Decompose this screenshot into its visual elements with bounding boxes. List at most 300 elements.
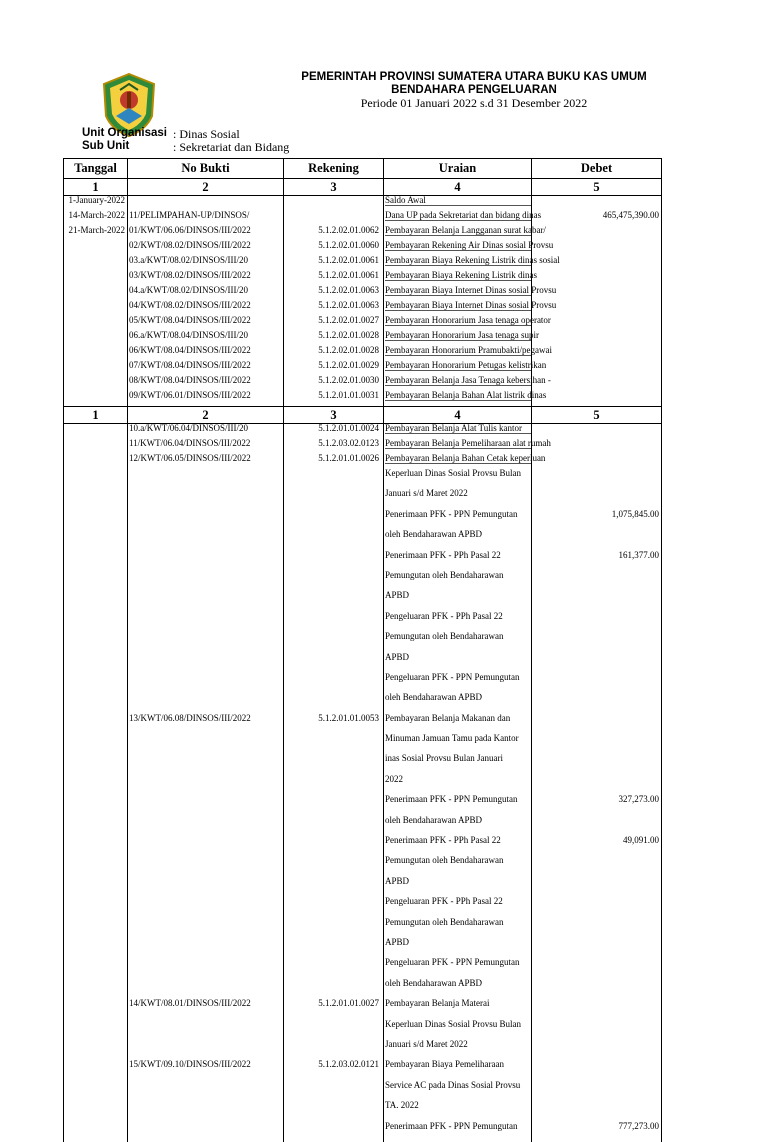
cell-no-bukti	[128, 979, 284, 999]
cell-no-bukti: 12/KWT/06.05/DINSOS/III/2022	[128, 454, 284, 469]
table-row	[64, 918, 662, 938]
cell-tanggal	[64, 856, 128, 876]
cell-uraian-text: Pembayaran Honorarium Jasa tenaga supir	[385, 330, 539, 340]
cell-no-bukti	[128, 693, 284, 713]
cell-no-bukti: 04/KWT/08.02/DINSOS/III/2022	[128, 301, 284, 316]
cell-tanggal	[64, 530, 128, 550]
cell-tanggal	[64, 361, 128, 376]
cell-rekening: 5.1.2.02.01.0063	[284, 301, 384, 316]
cell-tanggal	[64, 1020, 128, 1040]
cell-tanggal	[64, 795, 128, 815]
cell-uraian: Pemungutan oleh Bendaharawan	[384, 632, 532, 652]
cell-no-bukti: 08/KWT/08.04/DINSOS/III/2022	[128, 376, 284, 391]
cell-uraian-text: Pembayaran Honorarium Jasa tenaga operator	[385, 315, 551, 325]
cell-tanggal	[64, 286, 128, 301]
table-row	[64, 226, 662, 241]
cell-no-bukti: 01/KWT/06.06/DINSOS/III/2022	[128, 226, 284, 241]
cell-tanggal	[64, 316, 128, 331]
cell-uraian	[384, 330, 539, 346]
cell-uraian: Pembayaran Belanja Makanan dan	[384, 714, 532, 734]
cell-uraian	[384, 300, 557, 316]
table-row	[64, 653, 662, 673]
cell-uraian: TA. 2022	[384, 1101, 532, 1121]
table-row	[64, 877, 662, 897]
cell-debet	[532, 1040, 662, 1060]
cell-debet	[532, 571, 662, 591]
cell-tanggal	[64, 897, 128, 917]
column-number: 2	[128, 179, 284, 196]
cell-tanggal	[64, 376, 128, 391]
table-row	[64, 999, 662, 1019]
cell-uraian-text: Pembayaran Belanja Bahan Cetak keperluan	[385, 453, 546, 463]
cell-debet	[532, 271, 662, 286]
cell-uraian: inas Sosial Provsu Bulan Januari	[384, 754, 532, 774]
sub-unit-label: Sub Unit	[82, 140, 130, 152]
cell-uraian: 2022	[384, 775, 532, 795]
col-header-rekening: Rekening	[284, 159, 384, 179]
cell-debet	[532, 1020, 662, 1040]
cell-uraian	[384, 438, 551, 454]
cell-no-bukti	[128, 795, 284, 815]
cell-uraian: Penerimaan PFK - PPN Pemungutan	[384, 510, 532, 530]
column-number: 4	[384, 407, 532, 424]
cell-rekening: 5.1.2.01.01.0026	[284, 454, 384, 469]
table-row	[64, 1020, 662, 1040]
table-row	[64, 530, 662, 550]
cell-rekening: 5.1.2.01.01.0027	[284, 999, 384, 1019]
table-row	[64, 775, 662, 795]
sub-unit-value: : Sekretariat dan Bidang	[173, 140, 290, 154]
cell-uraian-text: Pembayaran Belanja Bahan Alat listrik dinas	[385, 390, 547, 400]
table-row	[64, 938, 662, 958]
cell-no-bukti: 10.a/KWT/06.04/DINSOS/III/20	[128, 424, 284, 440]
cell-tanggal	[64, 979, 128, 999]
cell-no-bukti: 13/KWT/06.08/DINSOS/III/2022	[128, 714, 284, 734]
cell-debet	[532, 454, 662, 469]
cell-debet	[532, 1060, 662, 1080]
cell-no-bukti: 04.a/KWT/08.02/DINSOS/III/20	[128, 286, 284, 301]
cell-debet	[532, 489, 662, 509]
unit-organisasi-label: Unit Organisasi	[82, 127, 167, 139]
cell-tanggal	[64, 346, 128, 361]
kas-umum-table	[63, 158, 662, 1142]
cell-rekening: 5.1.2.02.01.0028	[284, 331, 384, 346]
table-row	[64, 469, 662, 489]
table-row	[64, 571, 662, 591]
cell-no-bukti: 09/KWT/06.01/DINSOS/III/2022	[128, 391, 284, 407]
cell-debet	[532, 816, 662, 836]
cell-uraian: Keperluan Dinas Sosial Provsu Bulan	[384, 1020, 532, 1040]
cell-uraian: Pengeluaran PFK - PPN Pemungutan	[384, 958, 532, 978]
table-row	[64, 316, 662, 331]
cell-tanggal	[64, 1122, 128, 1142]
cell-no-bukti	[128, 510, 284, 530]
cell-rekening: 5.1.2.02.01.0028	[284, 346, 384, 361]
cell-uraian: Pemungutan oleh Bendaharawan	[384, 918, 532, 938]
table-row	[64, 361, 662, 376]
table-row	[64, 271, 662, 286]
cell-tanggal: 14-March-2022	[64, 211, 128, 226]
cell-tanggal	[64, 439, 128, 454]
cell-debet: 777,273.00	[532, 1122, 662, 1142]
column-number-row	[64, 179, 662, 196]
cell-debet: 465,475,390.00	[532, 211, 662, 226]
cell-uraian: APBD	[384, 938, 532, 958]
cell-tanggal	[64, 301, 128, 316]
table-row	[64, 391, 662, 407]
table-row	[64, 286, 662, 301]
cell-uraian	[384, 270, 537, 286]
cell-no-bukti: 03/KWT/08.02/DINSOS/III/2022	[128, 271, 284, 286]
cell-no-bukti	[128, 591, 284, 611]
cell-uraian	[384, 390, 547, 407]
cell-no-bukti	[128, 1081, 284, 1101]
table-row	[64, 612, 662, 632]
cell-rekening	[284, 856, 384, 876]
cell-debet	[532, 331, 662, 346]
cell-uraian-text: Pembayaran Belanja Jasa Tenaga kebersihan -	[385, 375, 551, 385]
cell-rekening	[284, 632, 384, 652]
cell-tanggal	[64, 754, 128, 774]
cell-rekening	[284, 1081, 384, 1101]
cell-no-bukti	[128, 469, 284, 489]
cell-debet	[532, 734, 662, 754]
cell-uraian-text: Pembayaran Rekening Air Dinas sosial Provsu	[385, 240, 554, 250]
cell-rekening	[284, 653, 384, 673]
cell-uraian: Pemungutan oleh Bendaharawan	[384, 856, 532, 876]
cell-debet	[532, 999, 662, 1019]
cell-debet	[532, 958, 662, 978]
column-number: 5	[532, 407, 662, 424]
cell-uraian	[384, 196, 532, 212]
cell-uraian	[384, 360, 547, 376]
cell-rekening	[284, 510, 384, 530]
cell-no-bukti	[128, 856, 284, 876]
cell-uraian	[384, 210, 542, 226]
cell-uraian-text: Pembayaran Biaya Internet Dinas sosial Provsu	[385, 300, 557, 310]
table-row	[64, 591, 662, 611]
cell-no-bukti: 14/KWT/08.01/DINSOS/III/2022	[128, 999, 284, 1019]
cell-no-bukti	[128, 612, 284, 632]
cell-tanggal	[64, 877, 128, 897]
cell-no-bukti: 11/PELIMPAHAN-UP/DINSOS/	[128, 211, 284, 226]
cell-uraian: APBD	[384, 591, 532, 611]
cell-no-bukti	[128, 653, 284, 673]
cell-no-bukti	[128, 897, 284, 917]
cell-no-bukti	[128, 632, 284, 652]
cell-rekening	[284, 958, 384, 978]
table-row	[64, 836, 662, 856]
cell-rekening: 5.1.2.01.01.0031	[284, 391, 384, 407]
cell-tanggal	[64, 424, 128, 440]
table-row	[64, 346, 662, 361]
table-row	[64, 489, 662, 509]
cell-rekening	[284, 795, 384, 815]
cell-debet	[532, 1081, 662, 1101]
cell-uraian: oleh Bendaharawan APBD	[384, 693, 532, 713]
cell-tanggal	[64, 391, 128, 407]
table-row	[64, 196, 662, 212]
cell-tanggal	[64, 632, 128, 652]
table-row	[64, 693, 662, 713]
cell-debet	[532, 754, 662, 774]
cell-tanggal	[64, 693, 128, 713]
table-row	[64, 734, 662, 754]
cell-rekening: 5.1.2.02.01.0029	[284, 361, 384, 376]
cell-uraian: Pengeluaran PFK - PPN Pemungutan	[384, 673, 532, 693]
cell-uraian: oleh Bendaharawan APBD	[384, 979, 532, 999]
cell-no-bukti	[128, 877, 284, 897]
col-header-no-bukti: No Bukti	[128, 159, 284, 179]
cell-uraian-text: Saldo Awal	[385, 196, 531, 206]
cell-rekening	[284, 1020, 384, 1040]
cell-uraian	[384, 315, 551, 331]
cell-no-bukti	[128, 551, 284, 571]
cell-no-bukti: 06.a/KWT/08.04/DINSOS/III/20	[128, 331, 284, 346]
cell-tanggal	[64, 775, 128, 795]
cell-tanggal	[64, 331, 128, 346]
cell-no-bukti	[128, 530, 284, 550]
cell-no-bukti	[128, 754, 284, 774]
cell-uraian: APBD	[384, 877, 532, 897]
table-row	[64, 454, 662, 469]
table-row	[64, 673, 662, 693]
cell-no-bukti	[128, 775, 284, 795]
cell-tanggal	[64, 673, 128, 693]
cell-tanggal	[64, 256, 128, 271]
cell-no-bukti	[128, 1020, 284, 1040]
cell-rekening	[284, 1040, 384, 1060]
cell-no-bukti: 05/KWT/08.04/DINSOS/III/2022	[128, 316, 284, 331]
column-number: 3	[284, 407, 384, 424]
column-number: 2	[128, 407, 284, 424]
cell-rekening	[284, 1122, 384, 1142]
cell-rekening	[284, 1101, 384, 1121]
cell-debet: 327,273.00	[532, 795, 662, 815]
cell-uraian-text: Pembayaran Belanja Alat Tulis kantor	[385, 424, 531, 434]
cell-uraian: Penerimaan PFK - PPh Pasal 22	[384, 836, 532, 856]
cell-debet	[532, 226, 662, 241]
cell-debet	[532, 693, 662, 713]
cell-uraian: Januari s/d Maret 2022	[384, 489, 532, 509]
cell-rekening: 5.1.2.01.01.0053	[284, 714, 384, 734]
table-row	[64, 424, 662, 440]
col-header-tanggal: Tanggal	[64, 159, 128, 179]
cell-rekening	[284, 693, 384, 713]
table-row	[64, 510, 662, 530]
cell-tanggal	[64, 454, 128, 469]
cell-no-bukti	[128, 196, 284, 212]
cell-tanggal	[64, 999, 128, 1019]
cell-debet	[532, 938, 662, 958]
report-title-line1: PEMERINTAH PROVINSI SUMATERA UTARA BUKU KAS UMUM	[301, 71, 647, 83]
cell-rekening	[284, 877, 384, 897]
cell-no-bukti	[128, 938, 284, 958]
cell-rekening	[284, 836, 384, 856]
cell-debet	[532, 612, 662, 632]
table-row	[64, 301, 662, 316]
cell-uraian: Pengeluaran PFK - PPh Pasal 22	[384, 897, 532, 917]
cell-tanggal: 1-January-2022	[64, 196, 128, 212]
cell-no-bukti	[128, 918, 284, 938]
cell-rekening	[284, 816, 384, 836]
cell-uraian-text: Pembayaran Belanja Pemeliharaan alat rumah	[385, 438, 551, 448]
cell-no-bukti	[128, 673, 284, 693]
cell-rekening: 5.1.2.01.01.0024	[284, 424, 384, 440]
cell-tanggal	[64, 1081, 128, 1101]
cell-debet	[532, 196, 662, 212]
cell-tanggal	[64, 571, 128, 591]
cell-uraian: Pemungutan oleh Bendaharawan	[384, 571, 532, 591]
cell-uraian: APBD	[384, 653, 532, 673]
cell-rekening	[284, 918, 384, 938]
cell-uraian: Penerimaan PFK - PPN Pemungutan	[384, 1122, 532, 1142]
cell-tanggal	[64, 816, 128, 836]
cell-no-bukti	[128, 816, 284, 836]
table-row	[64, 979, 662, 999]
cell-tanggal	[64, 612, 128, 632]
cell-debet	[532, 376, 662, 391]
cell-uraian	[384, 255, 560, 271]
cell-debet	[532, 391, 662, 407]
cell-uraian: Keperluan Dinas Sosial Provsu Bulan	[384, 469, 532, 489]
cell-uraian	[384, 345, 552, 361]
cell-debet	[532, 469, 662, 489]
col-header-debet: Debet	[532, 159, 662, 179]
cell-debet	[532, 897, 662, 917]
table-body	[64, 179, 662, 1142]
table-row	[64, 241, 662, 256]
table-row	[64, 816, 662, 836]
cell-debet	[532, 877, 662, 897]
cell-tanggal	[64, 551, 128, 571]
cell-tanggal	[64, 510, 128, 530]
cell-no-bukti	[128, 1040, 284, 1060]
cell-uraian	[384, 453, 546, 469]
cell-uraian-text: Dana UP pada Sekretariat dan bidang dinas	[385, 210, 542, 220]
cell-no-bukti	[128, 734, 284, 754]
table-row	[64, 632, 662, 652]
cell-uraian-text: Pembayaran Biaya Rekening Listrik dinas	[385, 270, 537, 280]
table-row	[64, 856, 662, 876]
cell-rekening	[284, 571, 384, 591]
table-row	[64, 1060, 662, 1080]
cell-no-bukti: 03.a/KWT/08.02/DINSOS/III/20	[128, 256, 284, 271]
cell-debet	[532, 775, 662, 795]
table-row	[64, 897, 662, 917]
cell-rekening: 5.1.2.02.01.0062	[284, 226, 384, 241]
cell-debet	[532, 714, 662, 734]
table-row	[64, 754, 662, 774]
column-number: 1	[64, 179, 128, 196]
cell-debet	[532, 918, 662, 938]
cell-tanggal	[64, 469, 128, 489]
cell-uraian-text: Pembayaran Honorarium Pramubakti/pegawai	[385, 345, 552, 355]
cell-uraian	[384, 240, 554, 256]
cell-uraian: Pembayaran Belanja Materai	[384, 999, 532, 1019]
table-row	[64, 211, 662, 226]
cell-tanggal	[64, 271, 128, 286]
cell-rekening: 5.1.2.02.01.0060	[284, 241, 384, 256]
cell-tanggal	[64, 958, 128, 978]
cell-debet	[532, 439, 662, 454]
report-period: Periode 01 Januari 2022 s.d 31 Desember 2022	[360, 96, 588, 110]
unit-organisasi-value: : Dinas Sosial	[173, 127, 240, 141]
column-number: 4	[384, 179, 532, 196]
cell-rekening: 5.1.2.03.02.0123	[284, 439, 384, 454]
table-row	[64, 1122, 662, 1142]
cell-uraian	[384, 424, 532, 440]
cell-rekening: 5.1.2.03.02.0121	[284, 1060, 384, 1080]
cell-uraian: oleh Bendaharawan APBD	[384, 816, 532, 836]
cell-debet	[532, 673, 662, 693]
cell-tanggal	[64, 241, 128, 256]
cell-no-bukti	[128, 489, 284, 509]
cell-uraian: Januari s/d Maret 2022	[384, 1040, 532, 1060]
cell-uraian: Service AC pada Dinas Sosial Provsu	[384, 1081, 532, 1101]
cell-no-bukti	[128, 1122, 284, 1142]
cell-uraian: Pembayaran Biaya Pemeliharaan	[384, 1060, 532, 1080]
cell-tanggal	[64, 734, 128, 754]
cell-uraian: Minuman Jamuan Tamu pada Kantor	[384, 734, 532, 754]
cell-tanggal	[64, 1101, 128, 1121]
col-header-uraian: Uraian	[384, 159, 532, 179]
cell-tanggal	[64, 836, 128, 856]
table-row	[64, 1081, 662, 1101]
cell-uraian	[384, 285, 557, 301]
table-header-row	[64, 159, 662, 179]
cell-uraian: oleh Bendaharawan APBD	[384, 530, 532, 550]
cell-debet	[532, 653, 662, 673]
document-header	[0, 0, 768, 160]
cell-rekening	[284, 979, 384, 999]
column-number: 3	[284, 179, 384, 196]
cell-debet: 1,075,845.00	[532, 510, 662, 530]
cell-tanggal: 21-March-2022	[64, 226, 128, 241]
cell-uraian: Penerimaan PFK - PPh Pasal 22	[384, 551, 532, 571]
table-row	[64, 795, 662, 815]
column-number: 1	[64, 407, 128, 424]
cell-no-bukti	[128, 571, 284, 591]
cell-rekening	[284, 211, 384, 226]
table-row	[64, 958, 662, 978]
cell-tanggal	[64, 1040, 128, 1060]
table-row	[64, 551, 662, 571]
cell-debet	[532, 591, 662, 611]
table-row	[64, 1101, 662, 1121]
cell-rekening	[284, 196, 384, 212]
cell-rekening	[284, 897, 384, 917]
cell-rekening	[284, 469, 384, 489]
cell-uraian: Pengeluaran PFK - PPh Pasal 22	[384, 612, 532, 632]
cell-debet	[532, 856, 662, 876]
cell-rekening	[284, 551, 384, 571]
cell-debet	[532, 530, 662, 550]
cell-rekening: 5.1.2.02.01.0027	[284, 316, 384, 331]
cell-debet	[532, 316, 662, 331]
cell-rekening	[284, 938, 384, 958]
cell-rekening	[284, 591, 384, 611]
cell-rekening	[284, 530, 384, 550]
cell-uraian-text: Pembayaran Belanja Langganan surat kabar/	[385, 225, 546, 235]
cell-debet	[532, 632, 662, 652]
cell-rekening	[284, 734, 384, 754]
cell-no-bukti	[128, 836, 284, 856]
cell-no-bukti: 11/KWT/06.04/DINSOS/III/2022	[128, 439, 284, 454]
cell-uraian	[384, 375, 551, 391]
cell-tanggal	[64, 591, 128, 611]
column-number: 5	[532, 179, 662, 196]
